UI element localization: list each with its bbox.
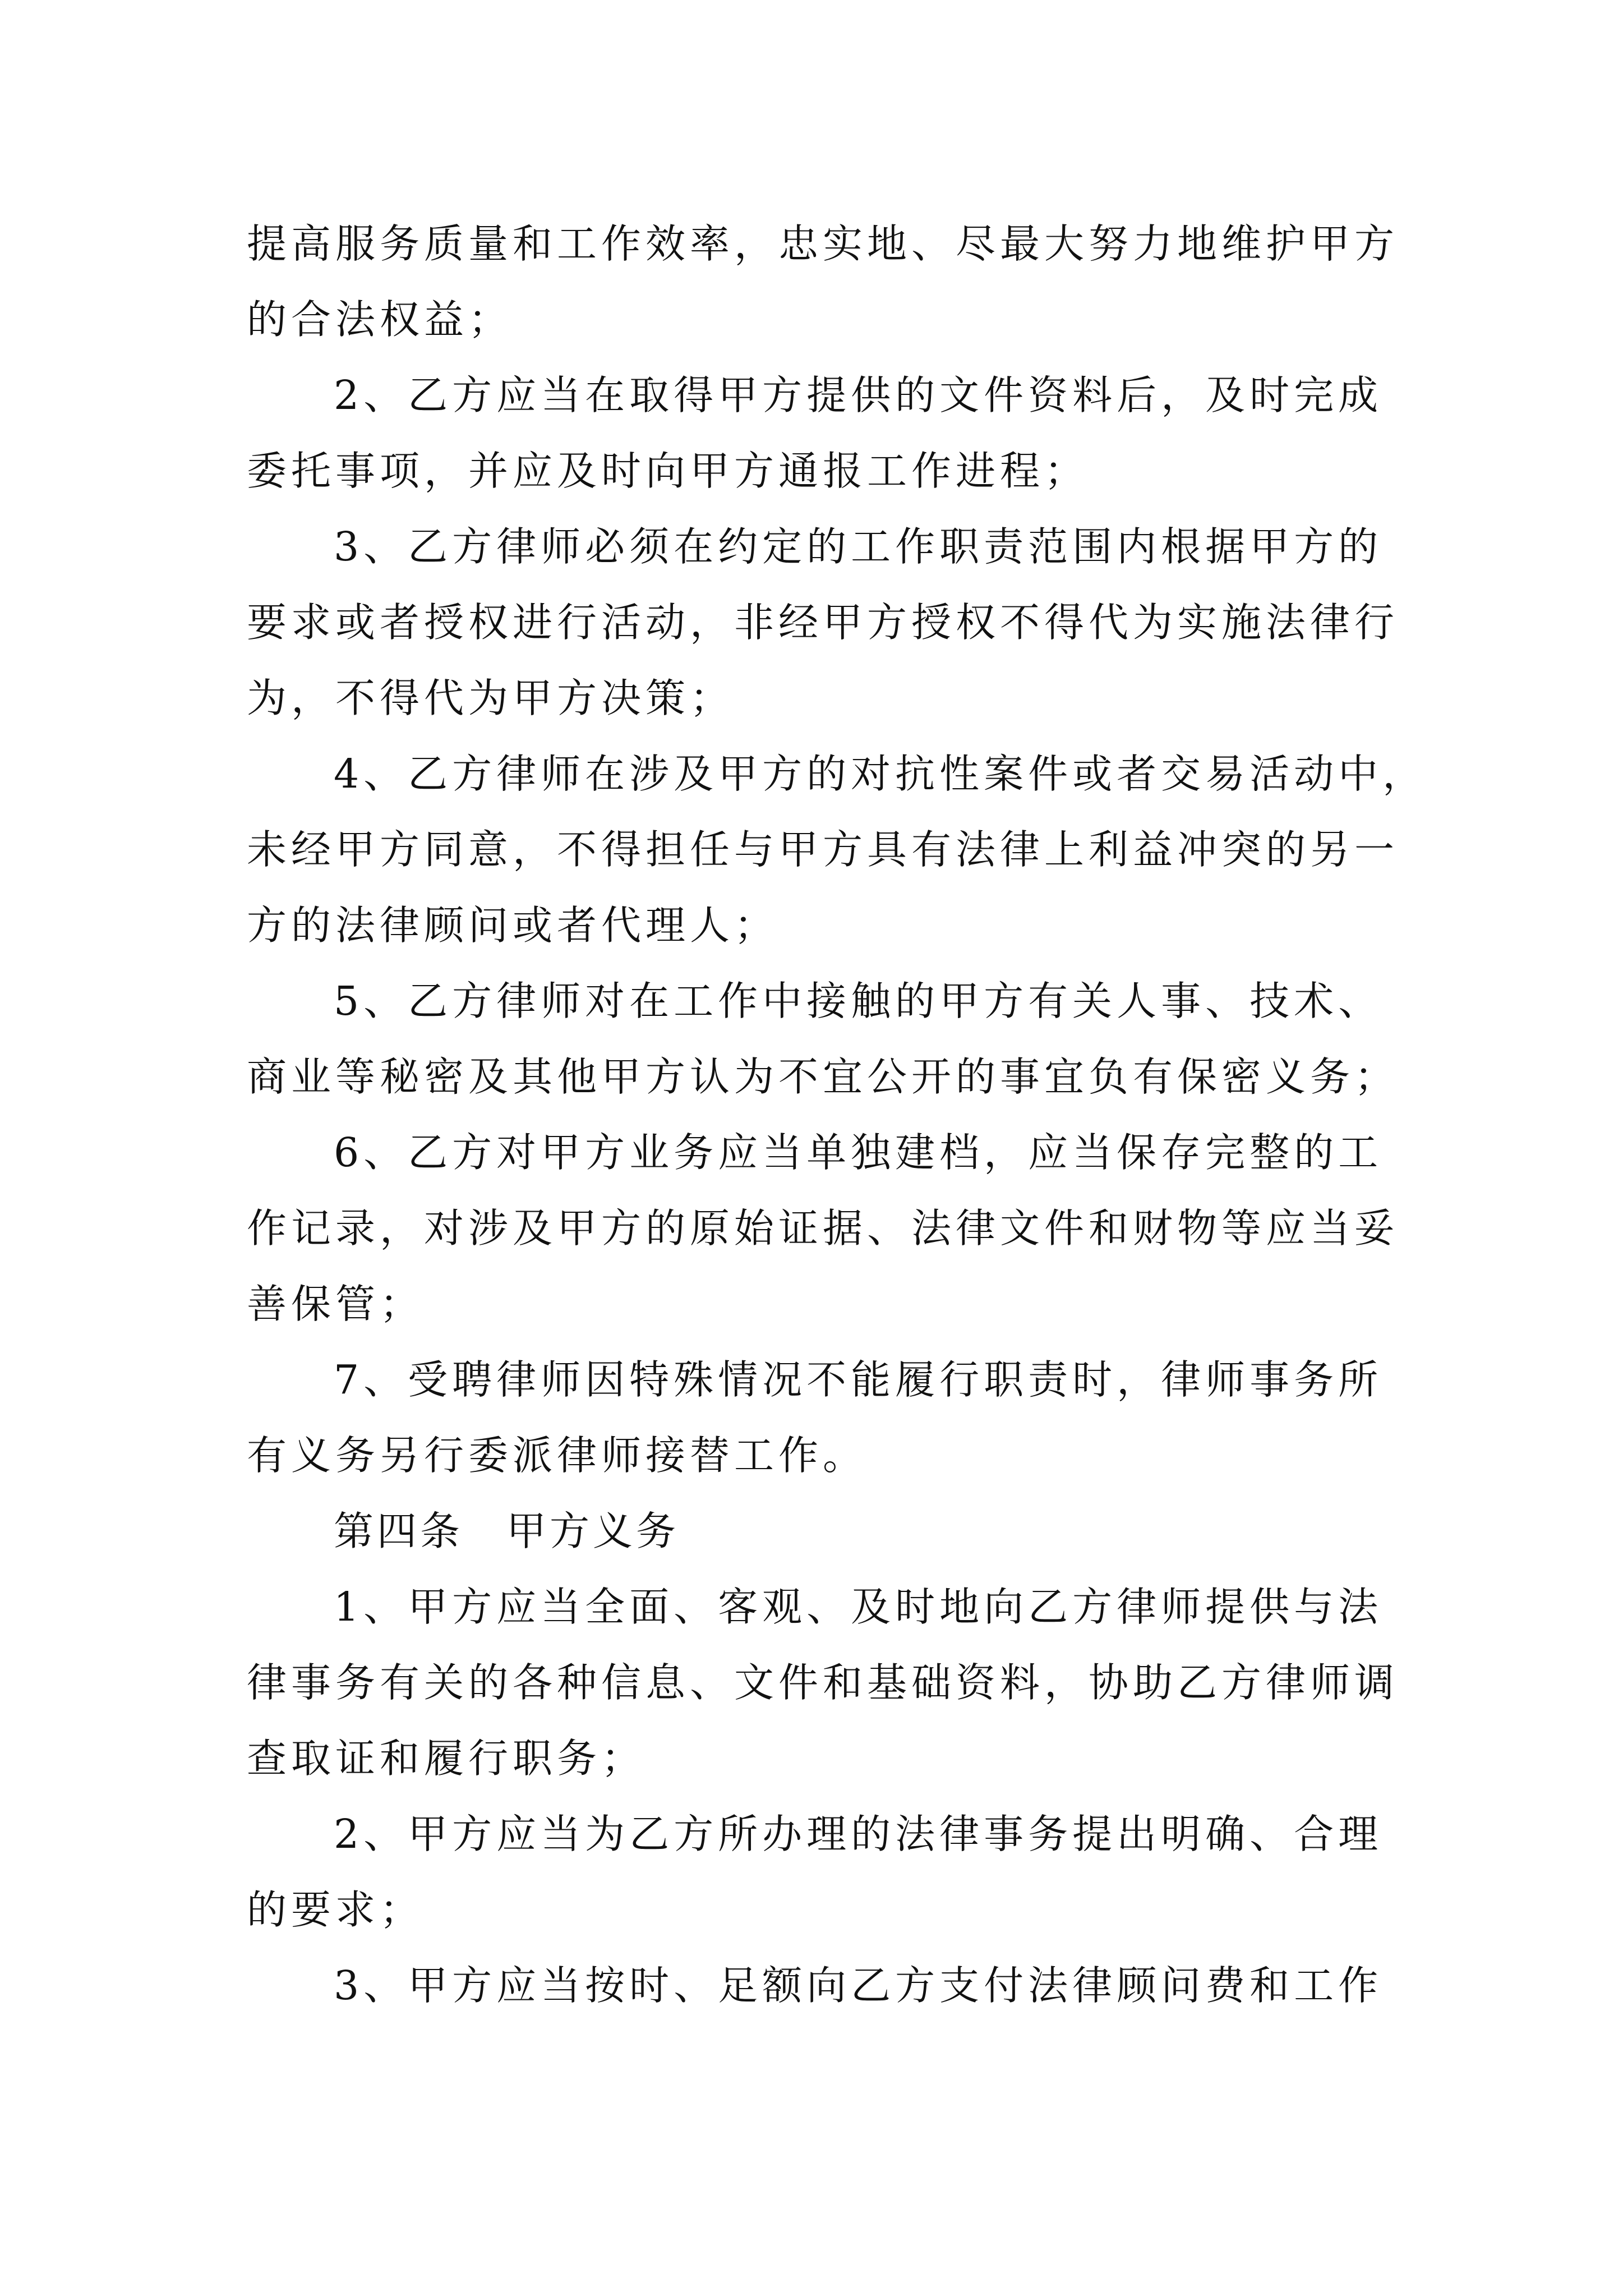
text-line: 查取证和履行职务；: [247, 1735, 646, 1782]
text-line: 2、乙方应当在取得甲方提供的文件资料后，及时完成: [334, 372, 1383, 418]
text-line: 未经甲方同意，不得担任与甲方具有法律上利益冲突的另一: [247, 826, 1399, 873]
text-line: 4、乙方律师在涉及甲方的对抗性案件或者交易活动中，: [334, 751, 1427, 797]
text-line: 善保管；: [247, 1281, 425, 1327]
text-line: 有义务另行委派律师接替工作。: [247, 1432, 868, 1479]
text-line: 作记录，对涉及甲方的原始证据、法律文件和财物等应当妥: [247, 1205, 1399, 1251]
text-line: 委托事项，并应及时向甲方通报工作进程；: [247, 448, 1089, 494]
text-line: 的要求；: [247, 1887, 425, 1933]
text-line: 3、甲方应当按时、足额向乙方支付法律顾问费和工作: [334, 1962, 1383, 2009]
text-line: 2、甲方应当为乙方所办理的法律事务提出明确、合理: [334, 1811, 1383, 1857]
text-line: 为，不得代为甲方决策；: [247, 675, 735, 721]
text-line: 方的法律顾问或者代理人；: [247, 902, 779, 949]
text-line: 商业等秘密及其他甲方认为不宜公开的事宜负有保密义务；: [247, 1053, 1399, 1100]
text-line: 5、乙方律师对在工作中接触的甲方有关人事、技术、: [334, 978, 1383, 1024]
text-line: 要求或者授权进行活动，非经甲方授权不得代为实施法律行: [247, 599, 1399, 646]
text-line: 7、受聘律师因特殊情况不能履行职责时，律师事务所: [334, 1356, 1383, 1403]
section-heading: 第四条 甲方义务: [334, 1508, 680, 1554]
text-line: 提高服务质量和工作效率，忠实地、尽最大努力地维护甲方: [247, 220, 1399, 267]
text-line: 6、乙方对甲方业务应当单独建档，应当保存完整的工: [334, 1129, 1383, 1176]
text-line: 律事务有关的各种信息、文件和基础资料，协助乙方律师调: [247, 1659, 1399, 1706]
text-line: 1、甲方应当全面、客观、及时地向乙方律师提供与法: [334, 1584, 1383, 1630]
text-line: 的合法权益；: [247, 296, 513, 343]
text-line: 3、乙方律师必须在约定的工作职责范围内根据甲方的: [334, 523, 1383, 570]
